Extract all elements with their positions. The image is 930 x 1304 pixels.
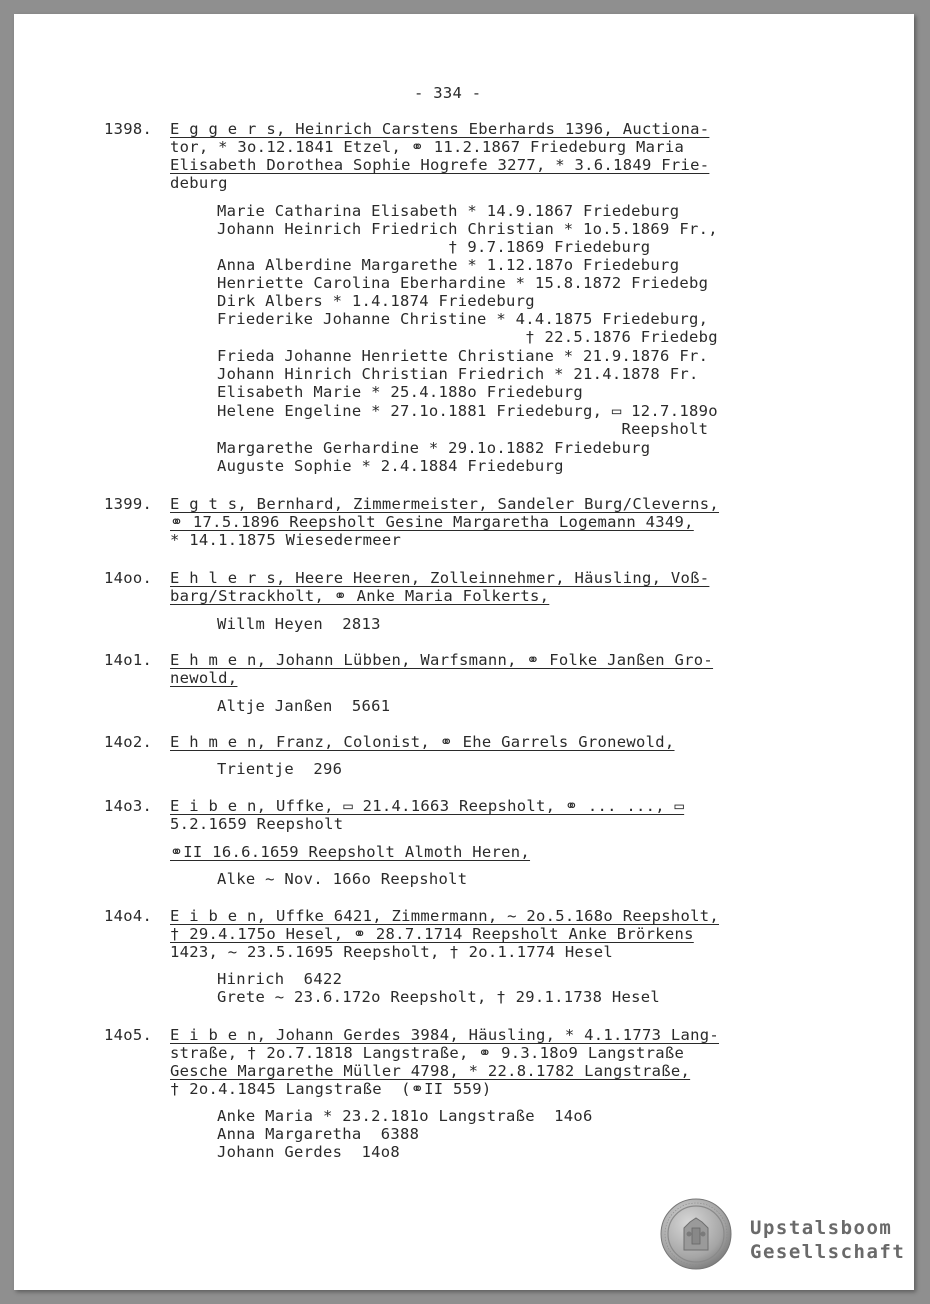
child-1398-12: Auguste Sophie * 2.4.1884 Friedeburg: [217, 457, 564, 475]
entry-1398-line-2: tor, * 3o.12.1841 Etzel, ⚭ 11.2.1867 Friedeburg Maria: [170, 138, 685, 156]
child-1398-6b: † 22.5.1876 Friedebg: [217, 328, 718, 346]
entry-1398-line-4: deburg: [170, 174, 228, 192]
entry-1405-line-2: straße, † 2o.7.1818 Langstraße, ⚭ 9.3.18o9 Langstraße: [170, 1044, 685, 1062]
logo-text-line-1: Upstalsboom: [750, 1217, 893, 1239]
child-1398-2b: † 9.7.1869 Friedeburg: [217, 238, 651, 256]
entry-1400-line-1: E h l e r s, Heere Heeren, Zolleinnehmer, Häusling, Voß-: [170, 569, 710, 587]
entry-1405-line-4: † 2o.4.1845 Langstraße (⚭II 559): [170, 1080, 492, 1098]
entry-number-1403: 14o3.: [104, 797, 153, 815]
entry-number-1401: 14o1.: [104, 651, 153, 669]
entry-1399-line-2: ⚭ 17.5.1896 Reepsholt Gesine Margaretha Logemann 4349,: [170, 513, 694, 531]
entry-1403-second-marriage: ⚭II 16.6.1659 Reepsholt Almoth Heren,: [170, 843, 531, 861]
entry-number-1405: 14o5.: [104, 1026, 153, 1044]
child-1405-2: Anna Margaretha 6388: [217, 1125, 420, 1143]
child-1398-10b: Reepsholt: [217, 420, 709, 438]
entry-1404-line-3: 1423, ~ 23.5.1695 Reepsholt, † 2o.1.1774 Hesel: [170, 943, 614, 961]
entry-1403-line-1: E i b e n, Uffke, ▭ 21.4.1663 Reepsholt, ⚭ ... ..., ▭: [170, 797, 685, 815]
entry-1403-line-2: 5.2.1659 Reepsholt: [170, 815, 344, 833]
entry-1399-line-1: E g t s, Bernhard, Zimmermeister, Sandeler Burg/Cleverns,: [170, 495, 720, 513]
child-1404-2: Grete ~ 23.6.172o Reepsholt, † 29.1.1738 Hesel: [217, 988, 661, 1006]
child-1404-1: Hinrich 6422: [217, 970, 343, 988]
child-1398-10: Helene Engeline * 27.1o.1881 Friedeburg, ▭ 12.7.189o: [217, 402, 718, 420]
child-1403-1: Alke ~ Nov. 166o Reepsholt: [217, 870, 468, 888]
child-1400-1: Willm Heyen 2813: [217, 615, 381, 633]
child-1405-3: Johann Gerdes 14o8: [217, 1143, 401, 1161]
child-1398-3: Anna Alberdine Margarethe * 1.12.187o Friedeburg: [217, 256, 680, 274]
child-1401-1: Altje Janßen 5661: [217, 697, 391, 715]
entry-number-1404: 14o4.: [104, 907, 153, 925]
entry-1402-line-1: E h m e n, Franz, Colonist, ⚭ Ehe Garrels Gronewold,: [170, 733, 675, 751]
child-1398-7: Frieda Johanne Henriette Christiane * 21.9.1876 Fr.: [217, 347, 709, 365]
entry-number-1398: 1398.: [104, 120, 153, 138]
entry-1399-line-3: * 14.1.1875 Wiesedermeer: [170, 531, 402, 549]
entry-1404-line-1: E i b e n, Uffke 6421, Zimmermann, ~ 2o.5.168o Reepsholt,: [170, 907, 720, 925]
document-page: [14, 14, 914, 1290]
entry-1405-line-1: E i b e n, Johann Gerdes 3984, Häusling, * 4.1.1773 Lang-: [170, 1026, 720, 1044]
child-1398-2: Johann Heinrich Friedrich Christian * 1o.5.1869 Fr.,: [217, 220, 718, 238]
entry-number-1400: 14oo.: [104, 569, 153, 587]
entry-1401-line-1: E h m e n, Johann Lübben, Warfsmann, ⚭ Folke Janßen Gro-: [170, 651, 714, 669]
child-1405-1: Anke Maria * 23.2.181o Langstraße 14o6: [217, 1107, 593, 1125]
page-number: - 334 -: [414, 84, 482, 102]
logo-text-line-2: Gesellschaft: [750, 1241, 906, 1263]
child-1398-6: Friederike Johanne Christine * 4.4.1875 Friedeburg,: [217, 310, 709, 328]
entry-1398-line-1: E g g e r s, Heinrich Carstens Eberhards 1396, Auctiona-: [170, 120, 710, 138]
child-1398-4: Henriette Carolina Eberhardine * 15.8.1872 Friedebg: [217, 274, 709, 292]
child-1402-1: Trientje 296: [217, 760, 343, 778]
child-1398-9: Elisabeth Marie * 25.4.188o Friedeburg: [217, 383, 584, 401]
seal-logo-icon: [660, 1198, 732, 1270]
entry-1404-line-2: † 29.4.175o Hesel, ⚭ 28.7.1714 Reepsholt Anke Brörkens: [170, 925, 694, 943]
entry-number-1399: 1399.: [104, 495, 153, 513]
child-1398-1: Marie Catharina Elisabeth * 14.9.1867 Friedeburg: [217, 202, 680, 220]
entry-1401-line-2: newold,: [170, 669, 238, 687]
child-1398-8: Johann Hinrich Christian Friedrich * 21.4.1878 Fr.: [217, 365, 699, 383]
child-1398-11: Margarethe Gerhardine * 29.1o.1882 Friedeburg: [217, 439, 651, 457]
entry-1398-line-3: Elisabeth Dorothea Sophie Hogrefe 3277, * 3.6.1849 Frie-: [170, 156, 710, 174]
entry-1400-line-2: barg/Strackholt, ⚭ Anke Maria Folkerts,: [170, 587, 550, 605]
entry-number-1402: 14o2.: [104, 733, 153, 751]
child-1398-5: Dirk Albers * 1.4.1874 Friedeburg: [217, 292, 535, 310]
entry-1405-line-3: Gesche Margarethe Müller 4798, * 22.8.1782 Langstraße,: [170, 1062, 691, 1080]
